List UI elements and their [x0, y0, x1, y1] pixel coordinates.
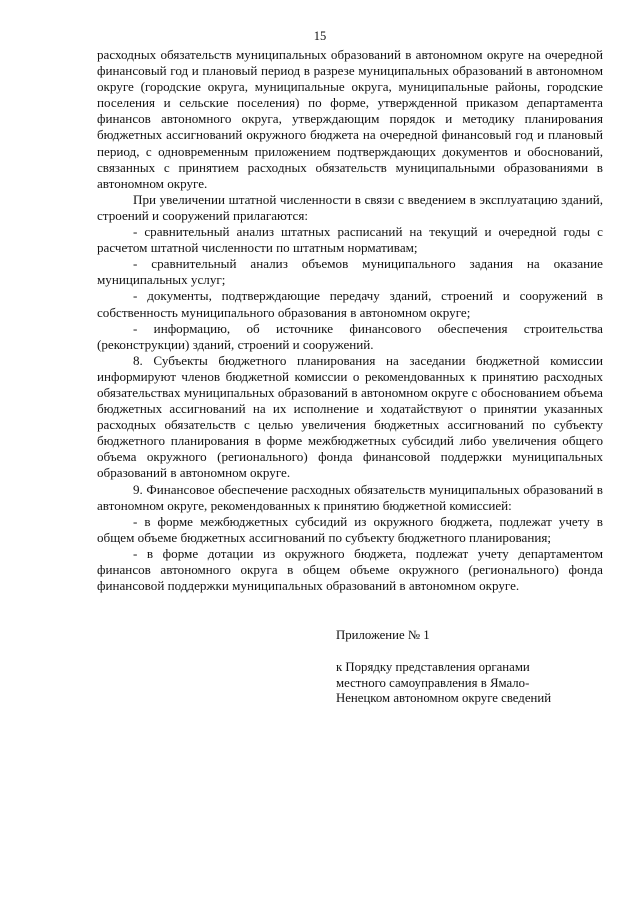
paragraph-item-8: 8. Субъекты бюджетного планирования на заседании бюджетной комиссии информируют членов бюджетной комиссии о рекомендованных к принятию расходных обязательствах муниципальных образований в автономном округе с обоснованием объема бюджетных ассигнований на их исполнение и ходатайствуют о принятии указанных расходных обязательств с целью увеличения бюджетных ассигнований по субъекту бюджетного планирования в форме межбюджетных субсидий либо увеличения общего объема окружного (регионального) фонда финансовой поддержки муниципальных образований в автономном округе. [97, 352, 603, 481]
page-number: 15 [313, 29, 327, 43]
list-item-staff-analysis: - сравнительный анализ штатных расписаний на текущий и очередной годы с расчетом штатной численности по штатным нормативам; [97, 224, 603, 256]
list-item-task-analysis: - сравнительный анализ объемов муниципального задания на оказание муниципальных услуг; [97, 256, 603, 288]
paragraph-item-9: 9. Финансовое обеспечение расходных обязательств муниципальных образований в автономном округе, рекомендованных к принятию бюджетной комиссией: [97, 481, 603, 513]
appendix-title: Приложение № 1 [336, 628, 430, 642]
body-text [97, 47, 603, 594]
appendix-note-line: к Порядку представления органами [336, 660, 530, 674]
list-item-funding-source: - информацию, об источнике финансового обеспечения строительства (реконструкции) зданий, строений и сооружений. [97, 320, 603, 352]
appendix-note-line: местного самоуправления в Ямало- [336, 675, 530, 690]
appendix-note-line: Ненецком автономном округе сведений [336, 691, 552, 706]
list-item-subsidies: - в форме межбюджетных субсидий из окружного бюджета, подлежат учету в общем объеме бюджетных ассигнований по субъекту бюджетного планирования; [97, 513, 603, 545]
appendix-title-block [336, 628, 606, 644]
paragraph-continuation: расходных обязательств муниципальных образований в автономном округе на очередной финансовый год и плановый период в разрезе муниципальных образований в автономном округе (городские округа, муниципальные округа, муниципальные районы, городские поселения и сельские поселения) по форме, утвержденной приказом департамента финансов автономного округа, утверждающим порядок и методику планирования бюджетных ассигнований окружного бюджета на очередной финансовый год и плановый период, с одновременным приложением подтверждающих документов и обоснований, связанных с принятием расходных обязательств муниципальными образованиями в автономном округе. [97, 47, 603, 191]
appendix-note [336, 660, 606, 707]
paragraph-staff-increase: При увеличении штатной численности в связи с введением в эксплуатацию зданий, строений и сооружений прилагаются: [97, 191, 603, 223]
list-item-ownership-documents: - документы, подтверждающие передачу зданий, строений и сооружений в собственность муниципального образования в автономном округе; [97, 288, 603, 320]
list-item-subsidy-grant: - в форме дотации из окружного бюджета, подлежат учету департаментом финансов автономного округа в общем объеме окружного (регионального) фонда финансовой поддержки муниципальных образований в автономном округе. [97, 545, 603, 594]
